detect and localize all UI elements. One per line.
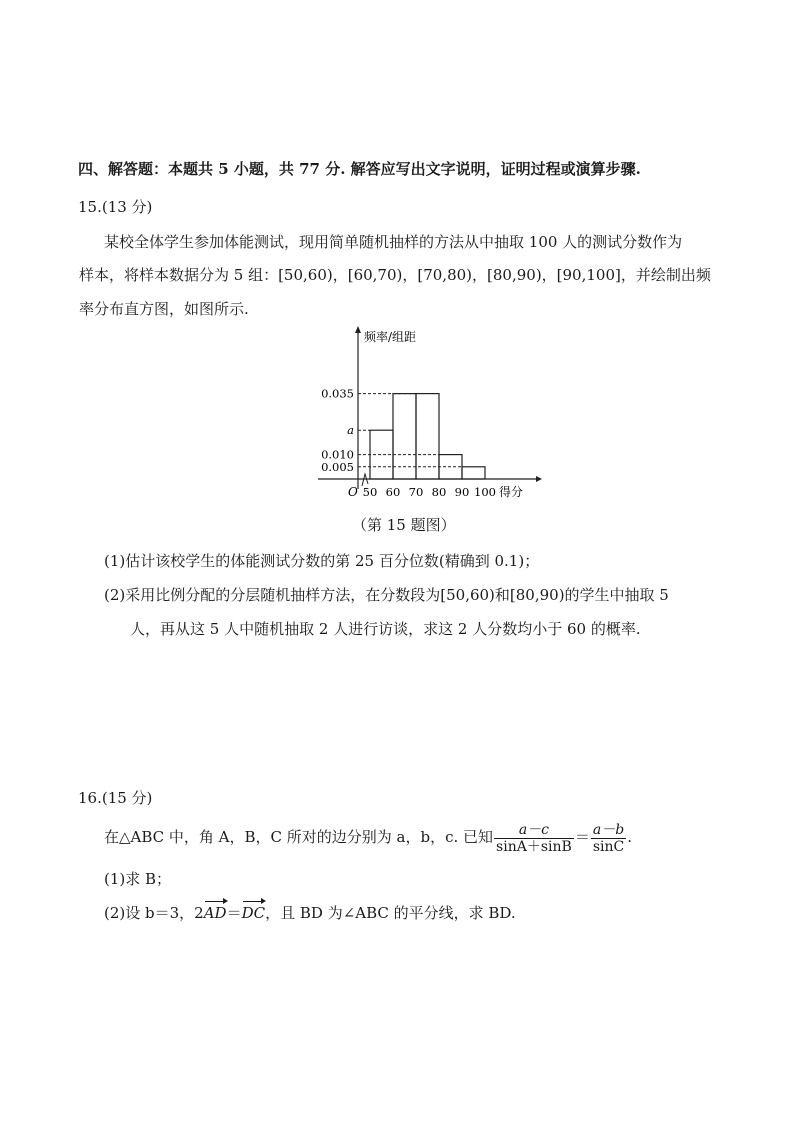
y-tick-label: 0.035 — [321, 386, 354, 401]
x-axis-label: 得分 — [499, 485, 524, 499]
q16-fraction-1 — [494, 822, 574, 855]
x-tick-label: 90 — [454, 485, 470, 499]
q15-para-line1: 某校全体学生参加体能测试，现用简单随机抽样的方法从中抽取 100 人的测试分数作为 — [104, 233, 683, 251]
histogram-bar — [462, 467, 485, 479]
q16-sub2 — [104, 903, 516, 923]
x-tick-label: 100 — [474, 485, 496, 499]
histogram-bar — [393, 394, 416, 479]
q16-sub2-start: (2)设 b＝3，2 — [104, 904, 204, 922]
q16-sub1: (1)求 B； — [104, 870, 172, 888]
frequency-histogram — [310, 326, 550, 506]
q16-frac2-denominator: sinC — [592, 838, 625, 855]
q15-figure-caption: （第 15 题图） — [352, 516, 456, 534]
origin-label: O — [348, 485, 358, 499]
q16-number: 16.(15 分) — [78, 789, 153, 807]
q16-sub2-equals: ＝ — [226, 904, 242, 922]
q15-para-line2: 样本，将样本数据分为 5 组：[50,60)，[60,70)，[70,80)，[80,90)，[90,100]，并绘制出频 — [79, 266, 711, 284]
q16-frac2-numerator: a－b — [591, 822, 626, 839]
x-tick-label: 50 — [362, 485, 378, 499]
section-heading: 四、解答题：本题共 5 小题，共 77 分. 解答应写出文字说明，证明过程或演算步骤. — [78, 160, 641, 178]
q15-para-line3: 率分布直方图，如图所示. — [79, 300, 249, 318]
x-tick-label: 60 — [385, 485, 401, 499]
x-tick-label: 80 — [431, 485, 447, 499]
y-tick-label: 0.005 — [321, 459, 354, 474]
q16-frac1-denominator: sinA＋sinB — [496, 838, 572, 855]
q16-end-period: . — [627, 828, 632, 846]
y-axis-arrow — [355, 326, 361, 333]
y-tick-label: a — [347, 423, 354, 438]
q15-number: 15.(13 分) — [78, 198, 153, 216]
x-axis-arrow — [536, 476, 542, 482]
vector-ad: AD — [203, 904, 227, 922]
vector-dc: DC — [241, 904, 266, 922]
q16-statement — [104, 818, 632, 856]
q16-intro: 在△ABC 中，角 A，B，C 所对的边分别为 a，b，c. 已知 — [104, 828, 494, 846]
y-tick-label: 0.010 — [321, 447, 354, 462]
q15-sub2-line1: (2)采用比例分配的分层随机抽样方法，在分数段为[50,60)和[80,90)的学生中抽取 5 — [104, 586, 669, 604]
histogram-bar — [416, 394, 439, 479]
q16-fraction-2 — [591, 822, 626, 855]
y-axis-label: 频率/组距 — [364, 330, 417, 344]
q16-frac1-numerator: a－c — [494, 822, 574, 839]
x-tick-label: 70 — [408, 485, 424, 499]
q15-sub1: (1)估计该校学生的体能测试分数的第 25 百分位数(精确到 0.1)； — [104, 552, 540, 570]
q16-sub2-end: ，且 BD 为∠ABC 的平分线，求 BD. — [265, 904, 516, 922]
q16-equals: ＝ — [574, 828, 590, 846]
q15-sub2-line2: 人，再从这 5 人中随机抽取 2 人进行访谈，求这 2 人分数均小于 60 的概率. — [130, 620, 641, 638]
